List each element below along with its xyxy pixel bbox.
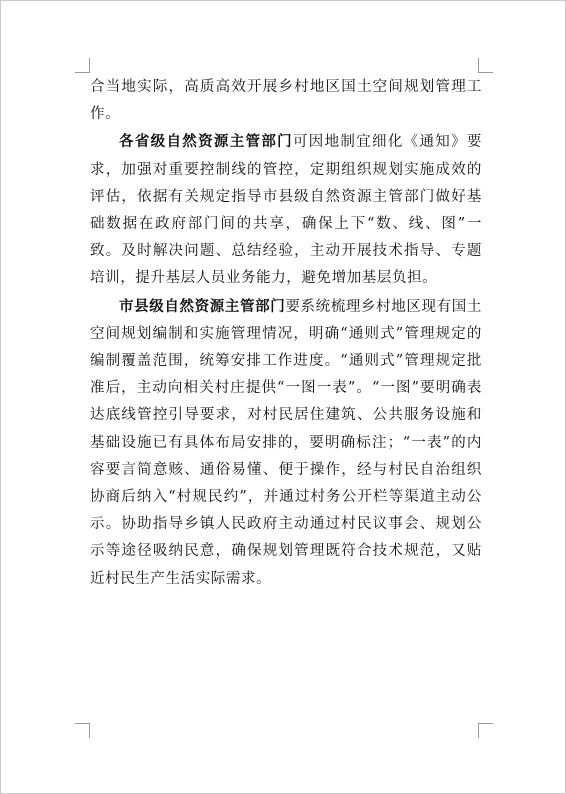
paragraph-municipal: [90, 293, 482, 593]
paragraph-text: 合当地实际，高质高效开展乡村地区国土空间规划管理工作。: [90, 79, 482, 123]
document-body[interactable]: [90, 74, 482, 593]
paragraph-continuation: [90, 74, 482, 128]
margin-mark-bottom-left: [75, 723, 90, 738]
margin-mark-bottom-right: [478, 723, 493, 738]
paragraph-lead: 各省级自然资源主管部门: [119, 133, 293, 151]
paragraph-provincial: [90, 128, 482, 292]
paragraph-text: 要系统梳理乡村地区现有国土空间规划编制和实施管理情况，明确“通则式”管理规定的编制覆盖范围，统筹安排工作进度。“通则式”管理规定批准后，主动向相关村庄提供“一图一表”。“一图”要明确表达底线管控引导要求，对村民居住建筑、公共服务设施和基础设施已有具体布局安排的，要明确标注；“一表”的内容要言简意赅、通俗易懂、便于操作，经与村民自治组织协商后纳入“村规民约”，并通过村务公开栏等渠道主动公示。协助指导乡镇人民政府主动通过村民议事会、规划公示等途径吸纳民意，确保规划管理既符合技术规范，又贴近村民生产生活实际需求。: [90, 298, 482, 587]
paragraph-text: 可因地制宜细化《通知》要求，加强对重要控制线的管控，定期组织规划实施成效的评估，依据有关规定指导市县级自然资源主管部门做好基础数据在政府部门间的共享，确保上下“数、线、图”一致。及时解决问题、总结经验，主动开展技术指导、专题培训，提升基层人员业务能力，避免增加基层负担。: [90, 134, 482, 287]
margin-mark-top-right: [478, 58, 493, 73]
paragraph-lead: 市县级自然资源主管部门: [119, 297, 286, 315]
margin-mark-top-left: [75, 58, 90, 73]
